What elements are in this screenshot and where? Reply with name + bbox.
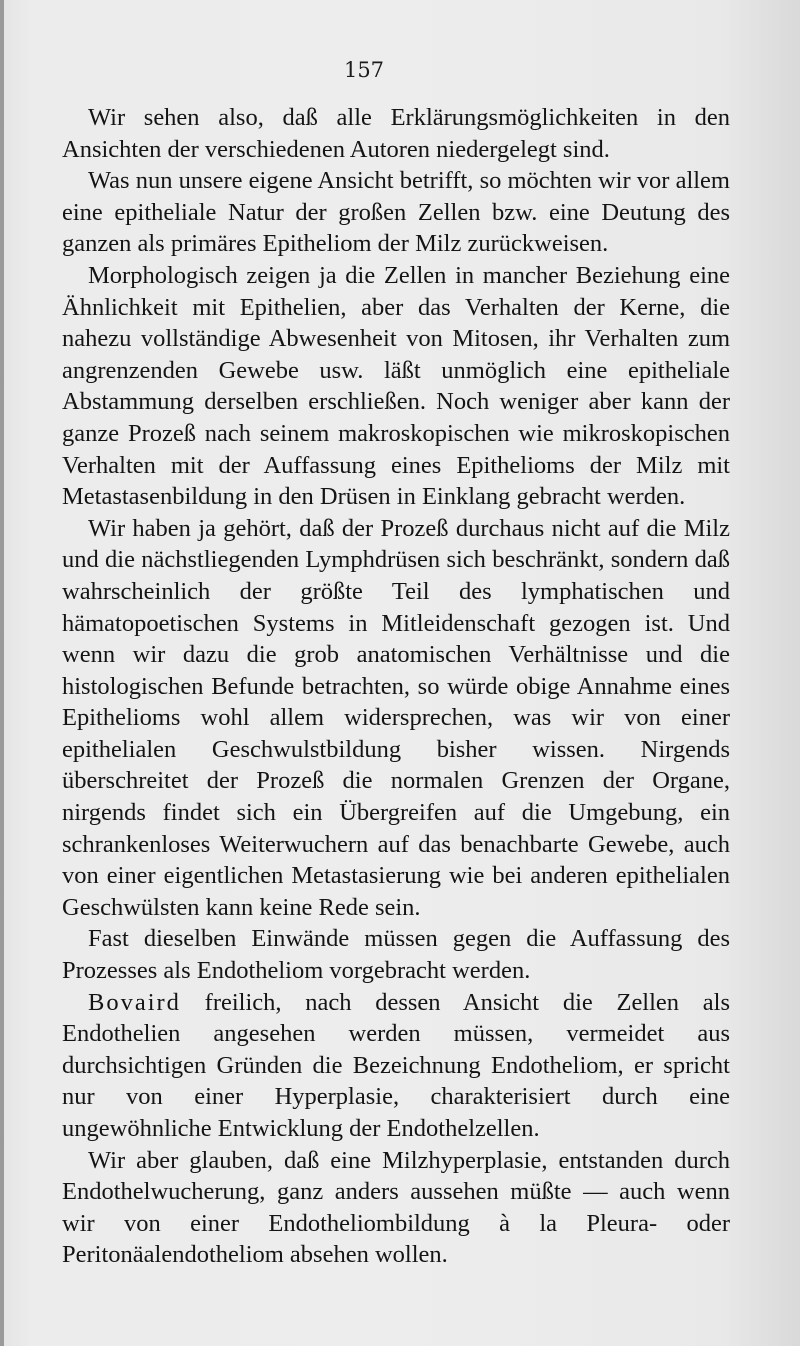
paragraph: Wir sehen also, daß alle Erklärungsmöglichkeiten in den Ansichten der verschiedenen Autoren niedergelegt sind. [62,104,730,163]
paragraph: Fast dieselben Einwände müssen gegen die Auffassung des Prozesses als Endotheliom vorgebracht werden. [62,925,730,985]
paragraph: Was nun unsere eigene Ansicht betrifft, so möchten wir vor allem eine epitheliale Natur der großen Zellen bzw. eine Deutung des ganzen als primäres Epitheliom der Milz zurückweisen. [62,167,730,258]
paragraph: Morphologisch zeigen ja die Zellen in mancher Beziehung eine Ähnlichkeit mit Epithelien, aber das Verhalten der Kerne, die nahezu vollständige Abwesenheit von Mitosen, ihr Verhalten zum angrenzenden Gewebe usw. läßt unmöglich eine epitheliale Abstammung derselben erschließen. Noch weniger aber kann der ganze Prozeß nach seinem makroskopischen wie mikroskopischen Verhalten mit der Auffassung eines Epithelioms der Milz mit Metastasenbildung in den Drüsen in Einklang gebracht werden. [62,261,730,511]
body-text [62,102,730,1271]
paragraph: Wir aber glauben, daß eine Milzhyperplasie, entstanden durch Endothelwucherung, ganz anders aussehen müßte — auch wenn wir von einer Endotheliombildung à la Pleura- oder Peritonäalendotheliom absehen wollen. [62,1146,730,1269]
paragraph [62,987,730,1145]
page-binding-edge [0,0,4,1346]
paragraph: Wir haben ja gehört, daß der Prozeß durchaus nicht auf die Milz und die nächstliegenden Lymphdrüsen sich beschränkt, sondern daß wahrscheinlich der größte Teil des lymphatischen und hämatopoetischen Systems in Mitleidenschaft gezogen ist. Und wenn wir dazu die grob anatomischen Verhältnisse und die histologischen Befunde betrachten, so würde obige Annahme eines Epithelioms wohl allem widersprechen, was wir von einer epithelialen Geschwulstbildung bisher wissen. Nirgends überschreitet der Prozeß die normalen Grenzen der Organe, nirgends findet sich ein Übergreifen auf die Umgebung, ein schrankenloses Weiterwuchern auf das benachbarte Gewebe, auch von einer eigentlichen Metastasierung wie bei anderen epithelialen Geschwülsten kann keine Rede sein. [62,514,730,921]
paragraph-text: freilich, nach dessen Ansicht die Zellen als Endothelien angesehen werden müssen, vermeidet aus durchsichtigen Gründen die Bezeichnung Endotheliom, er spricht nur von einer Hyperplasie, charakterisiert durch eine ungewöhnliche Entwicklung der Endothelzellen. [62,988,730,1142]
author-name: Bovaird [88,988,181,1016]
page-number: 157 [343,58,385,82]
